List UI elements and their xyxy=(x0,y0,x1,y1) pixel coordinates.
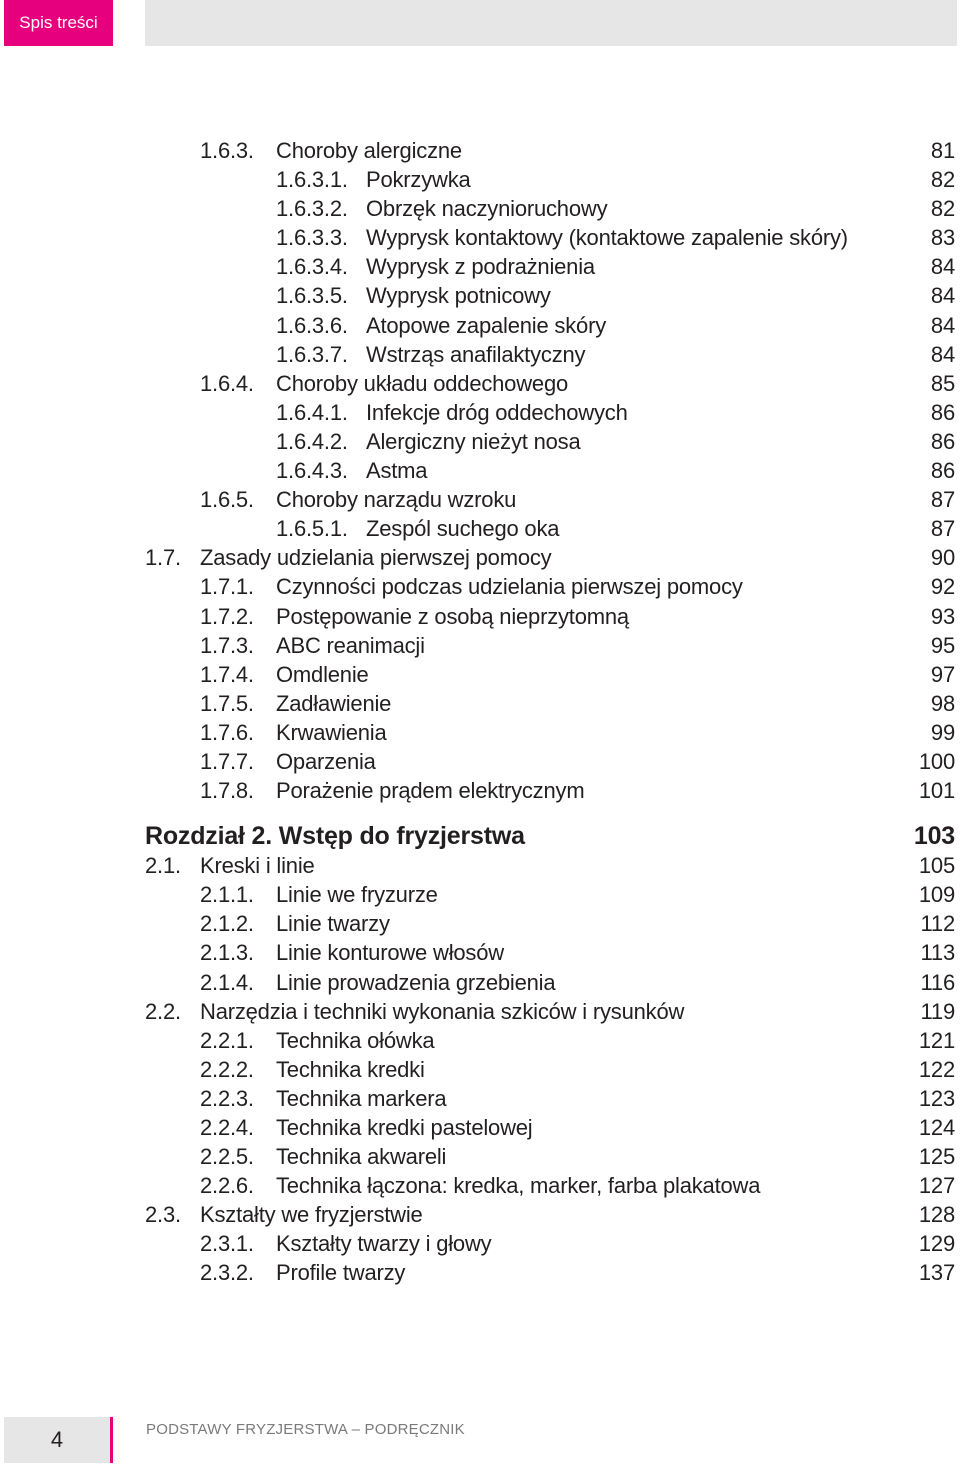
toc-entry[interactable] xyxy=(0,997,960,1026)
toc-entry-page: 125 xyxy=(918,1144,955,1170)
toc-entry[interactable] xyxy=(0,223,960,252)
toc-entry-page: 112 xyxy=(920,911,955,937)
toc-entry-title: Technika łączona: kredka, marker, farba plakatowa xyxy=(276,1173,761,1199)
toc-entry-number: 1.6.3.1. xyxy=(276,167,348,193)
toc-entry-page: 83 xyxy=(930,225,955,251)
toc-entry[interactable] xyxy=(0,968,960,997)
toc-entry-title: Technika ołówka xyxy=(276,1027,435,1053)
toc-entry-title: Wyprysk potnicowy xyxy=(366,283,551,309)
toc-entry-title: Kreski i linie xyxy=(200,853,315,879)
toc-entry-number: 1.6.4.2. xyxy=(276,428,348,454)
toc-entry-title: Wyprysk kontaktowy (kontaktowe zapalenie skóry) xyxy=(366,225,848,251)
toc-entry[interactable] xyxy=(0,1258,960,1287)
toc-entry-title: Profile twarzy xyxy=(276,1260,406,1286)
toc-entry-number: 1.6.3.6. xyxy=(276,312,348,338)
chapter-heading[interactable] xyxy=(0,821,960,851)
toc-entry[interactable] xyxy=(0,398,960,427)
toc-entry-title: Linie prowadzenia grzebienia xyxy=(276,969,556,995)
toc-entry-title: Technika kredki xyxy=(276,1056,425,1082)
toc-entry-title: Zespól suchego oka xyxy=(366,516,560,542)
toc-entry-page: 84 xyxy=(930,341,955,367)
toc-entry-number: 1.6.3.7. xyxy=(276,341,348,367)
section-tab-label: Spis treści xyxy=(19,13,98,32)
toc-entry-page: 128 xyxy=(918,1202,955,1228)
toc-entry-title: Technika markera xyxy=(276,1085,447,1111)
toc-entry-page: 97 xyxy=(930,661,955,687)
toc-entry-page: 116 xyxy=(920,969,955,995)
toc-entry[interactable] xyxy=(0,194,960,223)
toc-entry-number: 2.2.4. xyxy=(200,1115,254,1140)
toc-entry-number: 1.6.3. xyxy=(200,138,254,163)
toc-entry-number: 1.7.3. xyxy=(200,632,254,658)
toc-entry[interactable] xyxy=(0,660,960,689)
toc-entry-title: Wstrząs anafilaktyczny xyxy=(366,341,586,367)
toc-entry-number: 1.7.7. xyxy=(200,748,254,774)
toc-entry[interactable] xyxy=(0,747,960,776)
toc-entry[interactable] xyxy=(0,1200,960,1229)
toc-entry-page: 109 xyxy=(918,882,955,908)
toc-entry-page: 121 xyxy=(918,1027,955,1053)
toc-entry-title: Postępowanie z osobą nieprzytomną xyxy=(276,603,629,629)
toc-entry[interactable] xyxy=(0,543,960,572)
toc-entry[interactable] xyxy=(0,880,960,909)
toc-entry-title: Alergiczny nieżyt nosa xyxy=(366,428,581,454)
toc-entry-title: Rozdział 2. Wstęp do fryzjerstwa xyxy=(145,822,525,851)
book-title: PODSTAWY FRYZJERSTWA – PODRĘCZNIK xyxy=(146,1421,465,1438)
toc-entry-number: 1.6.3.4. xyxy=(276,254,348,280)
toc-entry-number: 2.2.2. xyxy=(200,1056,254,1082)
header-bar xyxy=(145,0,957,46)
toc-entry-page: 127 xyxy=(918,1173,955,1199)
toc-entry-number: 2.2.3. xyxy=(200,1085,254,1111)
toc-entry-title: Astma xyxy=(366,458,428,484)
toc-entry[interactable] xyxy=(0,514,960,543)
toc-entry-number: 2.1.1. xyxy=(200,882,254,908)
toc-entry-number: 1.6.4. xyxy=(200,370,254,396)
toc-entry-title: Linie we fryzurze xyxy=(276,882,438,908)
toc-entry-title: Wyprysk z podrażnienia xyxy=(366,254,595,280)
toc-entry[interactable] xyxy=(0,851,960,880)
toc-entry-title: Choroby układu oddechowego xyxy=(276,370,569,396)
toc-entry-number: 1.7.2. xyxy=(200,603,254,629)
toc-entry-title: Choroby alergiczne xyxy=(276,138,462,163)
toc-entry[interactable] xyxy=(0,136,960,165)
toc-entry[interactable] xyxy=(0,1229,960,1258)
toc-entry-title: Narzędzia i techniki wykonania szkiców i rysunków xyxy=(200,998,685,1024)
toc-entry[interactable] xyxy=(0,311,960,340)
toc-entry-number: 2.3.2. xyxy=(200,1260,254,1286)
toc-entry[interactable] xyxy=(0,718,960,747)
toc-entry-title: Porażenie prądem elektrycznym xyxy=(276,778,585,804)
toc-entry[interactable] xyxy=(0,1171,960,1200)
toc-entry-title: Zadławienie xyxy=(276,690,392,716)
toc-entry-number: 2.3.1. xyxy=(200,1231,254,1257)
toc-entry[interactable] xyxy=(0,369,960,398)
toc-entry[interactable] xyxy=(0,427,960,456)
toc-entry-number: 1.6.3.2. xyxy=(276,196,348,222)
toc-entry-page: 82 xyxy=(930,196,955,222)
section-tab[interactable] xyxy=(4,0,113,46)
toc-entry-page: 86 xyxy=(930,458,955,484)
toc-entry-page: 100 xyxy=(918,748,955,774)
toc-entry-page: 84 xyxy=(930,254,955,280)
toc-entry-number: 1.6.3.3. xyxy=(276,225,348,251)
toc-entry-title: Atopowe zapalenie skóry xyxy=(366,312,606,338)
toc-entry-number: 1.7.1. xyxy=(200,574,254,600)
toc-entry[interactable] xyxy=(0,1113,960,1142)
toc-entry-page: 113 xyxy=(920,940,955,966)
page-number-box xyxy=(4,1417,113,1463)
toc-entry-page: 122 xyxy=(918,1056,955,1082)
toc-entry-page: 87 xyxy=(930,487,955,513)
toc-entry-page: 82 xyxy=(930,167,955,193)
toc-entry-page: 86 xyxy=(930,399,955,425)
toc-entry-page: 90 xyxy=(930,545,955,571)
toc-entry-title: Omdlenie xyxy=(276,661,369,687)
toc-entry-page: 98 xyxy=(930,690,955,716)
toc-entry-title: Kształty we fryzjerstwie xyxy=(200,1202,423,1228)
toc-entry[interactable] xyxy=(0,572,960,601)
toc-entry-page: 123 xyxy=(918,1085,955,1111)
toc-entry-page: 85 xyxy=(930,370,955,396)
toc-entry-page: 105 xyxy=(918,853,955,879)
toc-entry[interactable] xyxy=(0,909,960,938)
toc-entry-number: 2.1. xyxy=(145,853,181,879)
toc-entry-number: 2.3. xyxy=(145,1202,181,1228)
toc-entry-number: 2.2.1. xyxy=(200,1027,254,1053)
toc-entry-number: 1.6.4.3. xyxy=(276,458,348,484)
toc-entry-number: 2.2.5. xyxy=(200,1144,254,1170)
toc-entry[interactable] xyxy=(0,1026,960,1055)
toc-entry-title: Technika kredki pastelowej xyxy=(276,1115,533,1140)
toc-entry-page: 119 xyxy=(920,998,955,1024)
toc-entry-page: 84 xyxy=(930,312,955,338)
toc-entry-page: 87 xyxy=(930,516,955,542)
toc-entry-title: ABC reanimacji xyxy=(276,632,425,658)
toc-entry-page: 93 xyxy=(930,603,955,629)
toc-entry-number: 1.7.5. xyxy=(200,690,254,716)
toc-entry-title: Pokrzywka xyxy=(366,167,471,193)
toc-entry-number: 1.6.5. xyxy=(200,487,254,513)
toc-entry-number: 2.1.4. xyxy=(200,969,254,995)
toc-entry-number: 1.7.8. xyxy=(200,778,254,804)
toc-entry[interactable] xyxy=(0,689,960,718)
toc-entry[interactable] xyxy=(0,485,960,514)
toc-entry-page: 124 xyxy=(918,1115,955,1140)
toc-entry-title: Krwawienia xyxy=(276,719,387,745)
toc-entry[interactable] xyxy=(0,252,960,281)
toc-entry-number: 1.7.4. xyxy=(200,661,254,687)
toc-entry-number: 1.6.3.5. xyxy=(276,283,348,309)
toc-entry-number: 2.1.2. xyxy=(200,911,254,937)
toc-entry-title: Obrzęk naczynioruchowy xyxy=(366,196,608,222)
toc-entry[interactable] xyxy=(0,340,960,369)
toc-entry-number: 2.2.6. xyxy=(200,1173,254,1199)
toc-entry[interactable] xyxy=(0,1084,960,1113)
toc-entry[interactable] xyxy=(0,938,960,967)
toc-entry[interactable] xyxy=(0,1055,960,1084)
table-of-contents xyxy=(0,136,960,1288)
toc-entry-page: 101 xyxy=(918,778,955,804)
toc-entry[interactable] xyxy=(0,1142,960,1171)
toc-entry-page: 137 xyxy=(918,1260,955,1286)
toc-entry-page: 103 xyxy=(913,822,955,851)
toc-entry-page: 81 xyxy=(930,138,955,163)
toc-entry[interactable] xyxy=(0,631,960,660)
toc-entry-number: 1.7.6. xyxy=(200,719,254,745)
toc-entry-page: 86 xyxy=(930,428,955,454)
toc-entry-number: 2.2. xyxy=(145,998,181,1024)
toc-entry[interactable] xyxy=(0,776,960,805)
toc-entry-number: 2.1.3. xyxy=(200,940,254,966)
toc-entry-title: Technika akwareli xyxy=(276,1144,447,1170)
toc-entry-title: Kształty twarzy i głowy xyxy=(276,1231,492,1257)
toc-entry[interactable] xyxy=(0,281,960,310)
toc-entry-page: 95 xyxy=(930,632,955,658)
toc-entry[interactable] xyxy=(0,456,960,485)
toc-entry-title: Linie konturowe włosów xyxy=(276,940,504,966)
toc-entry-title: Linie twarzy xyxy=(276,911,390,937)
toc-entry-page: 84 xyxy=(930,283,955,309)
toc-entry[interactable] xyxy=(0,602,960,631)
toc-entry-number: 1.7. xyxy=(145,545,181,571)
toc-entry-number: 1.6.4.1. xyxy=(276,399,348,425)
toc-entry[interactable] xyxy=(0,165,960,194)
toc-entry-title: Czynności podczas udzielania pierwszej pomocy xyxy=(276,574,743,600)
toc-entry-title: Oparzenia xyxy=(276,748,376,774)
toc-entry-number: 1.6.5.1. xyxy=(276,516,348,542)
toc-entry-title: Choroby narządu wzroku xyxy=(276,487,517,513)
toc-entry-page: 99 xyxy=(930,719,955,745)
page-number: 4 xyxy=(50,1427,64,1452)
toc-entry-title: Zasady udzielania pierwszej pomocy xyxy=(200,545,552,571)
toc-entry-page: 92 xyxy=(930,574,955,600)
toc-entry-title: Infekcje dróg oddechowych xyxy=(366,399,628,425)
toc-entry-page: 129 xyxy=(918,1231,955,1257)
